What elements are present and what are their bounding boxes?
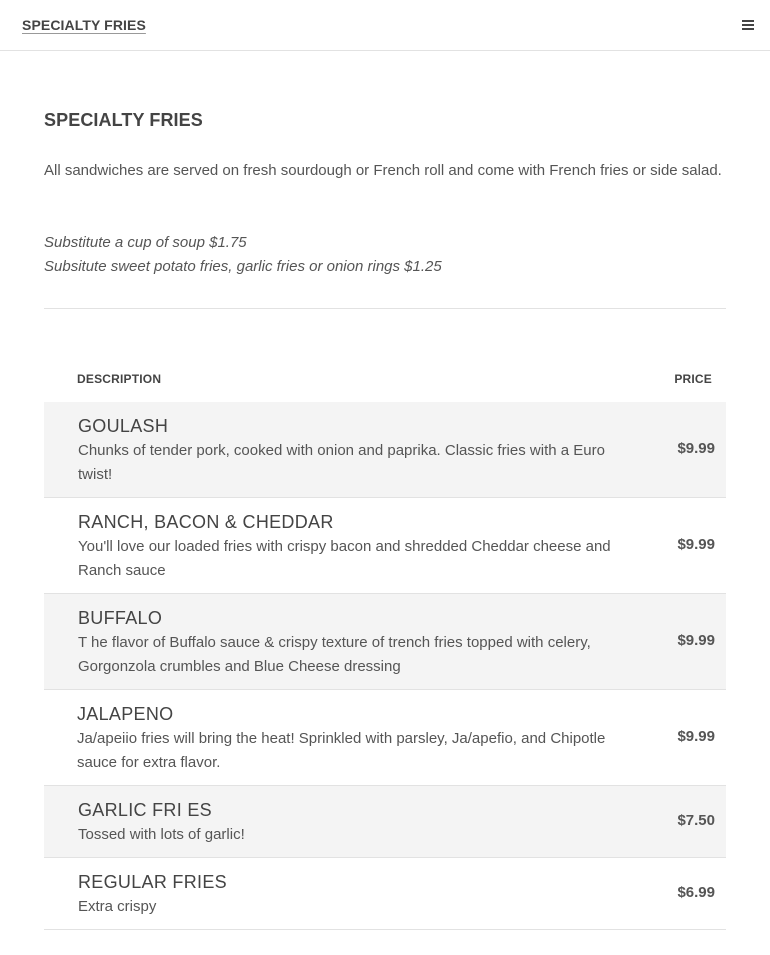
section-divider [44,308,726,309]
menu-table-header [44,369,726,404]
hamburger-line [742,28,754,30]
menu-item-price: $7.50 [677,812,715,829]
menu-item-name: GOULASH [78,416,169,436]
intro-text: All sandwiches are served on fresh sourdough or French roll and come with French fries or side salad. [44,162,722,179]
hamburger-line [742,20,754,22]
substitution-note-sides: Subsitute sweet potato fries, garlic fries or onion rings $1.25 [44,258,442,275]
menu-item-buffalo[interactable] [44,594,726,690]
top-navigation-bar [0,0,770,51]
menu-item-price: $9.99 [677,440,715,457]
price-column-header: PRICE [674,372,712,386]
page-title: SPECIALTY FRIES [44,110,203,130]
menu-item-name: BUFFALO [78,608,163,628]
menu-item-description: T he flavor of Buffalo sauce & crispy texture of trench fries topped with celery, Gorgonzola crumbles and Blue Cheese dressing [78,634,591,675]
menu-item-regular-fries[interactable] [44,858,726,930]
menu-item-price: $9.99 [677,632,715,649]
menu-item-name: REGULAR FRIES [78,872,227,892]
hamburger-menu-icon[interactable] [742,20,754,31]
menu-item-garlic-fries[interactable] [44,786,726,858]
menu-item-price: $9.99 [677,536,715,553]
substitution-note-soup: Substitute a cup of soup $1.75 [44,234,247,251]
menu-item-description: Extra crispy [78,898,157,915]
menu-item-description: Tossed with lots of garlic! [78,826,245,843]
menu-item-name: RANCH, BACON & CHEDDAR [78,512,334,532]
menu-item-description: You'll love our loaded fries with crispy bacon and shredded Cheddar cheese and Ranch sauce [78,538,611,579]
menu-item-ranch-bacon-cheddar[interactable] [44,498,726,594]
menu-item-name: JALAPENO [77,704,174,724]
menu-item-goulash[interactable] [44,402,726,498]
menu-table-body [44,402,726,930]
hamburger-line [742,24,754,26]
menu-item-description: Ja/apeiio fries will bring the heat! Sprinkled with parsley, Ja/apefio, and Chipotle sauce for extra flavor. [77,730,606,771]
menu-item-description: Chunks of tender pork, cooked with onion and paprika. Classic fries with a Euro twist! [78,442,605,483]
menu-item-name: GARLIC FRI ES [78,800,212,820]
menu-item-price: $9.99 [677,728,715,745]
site-brand-link[interactable]: SPECIALTY FRIES [22,17,146,33]
description-column-header: DESCRIPTION [77,372,162,386]
menu-item-jalapeno[interactable] [44,690,726,786]
menu-item-price: $6.99 [677,884,715,901]
